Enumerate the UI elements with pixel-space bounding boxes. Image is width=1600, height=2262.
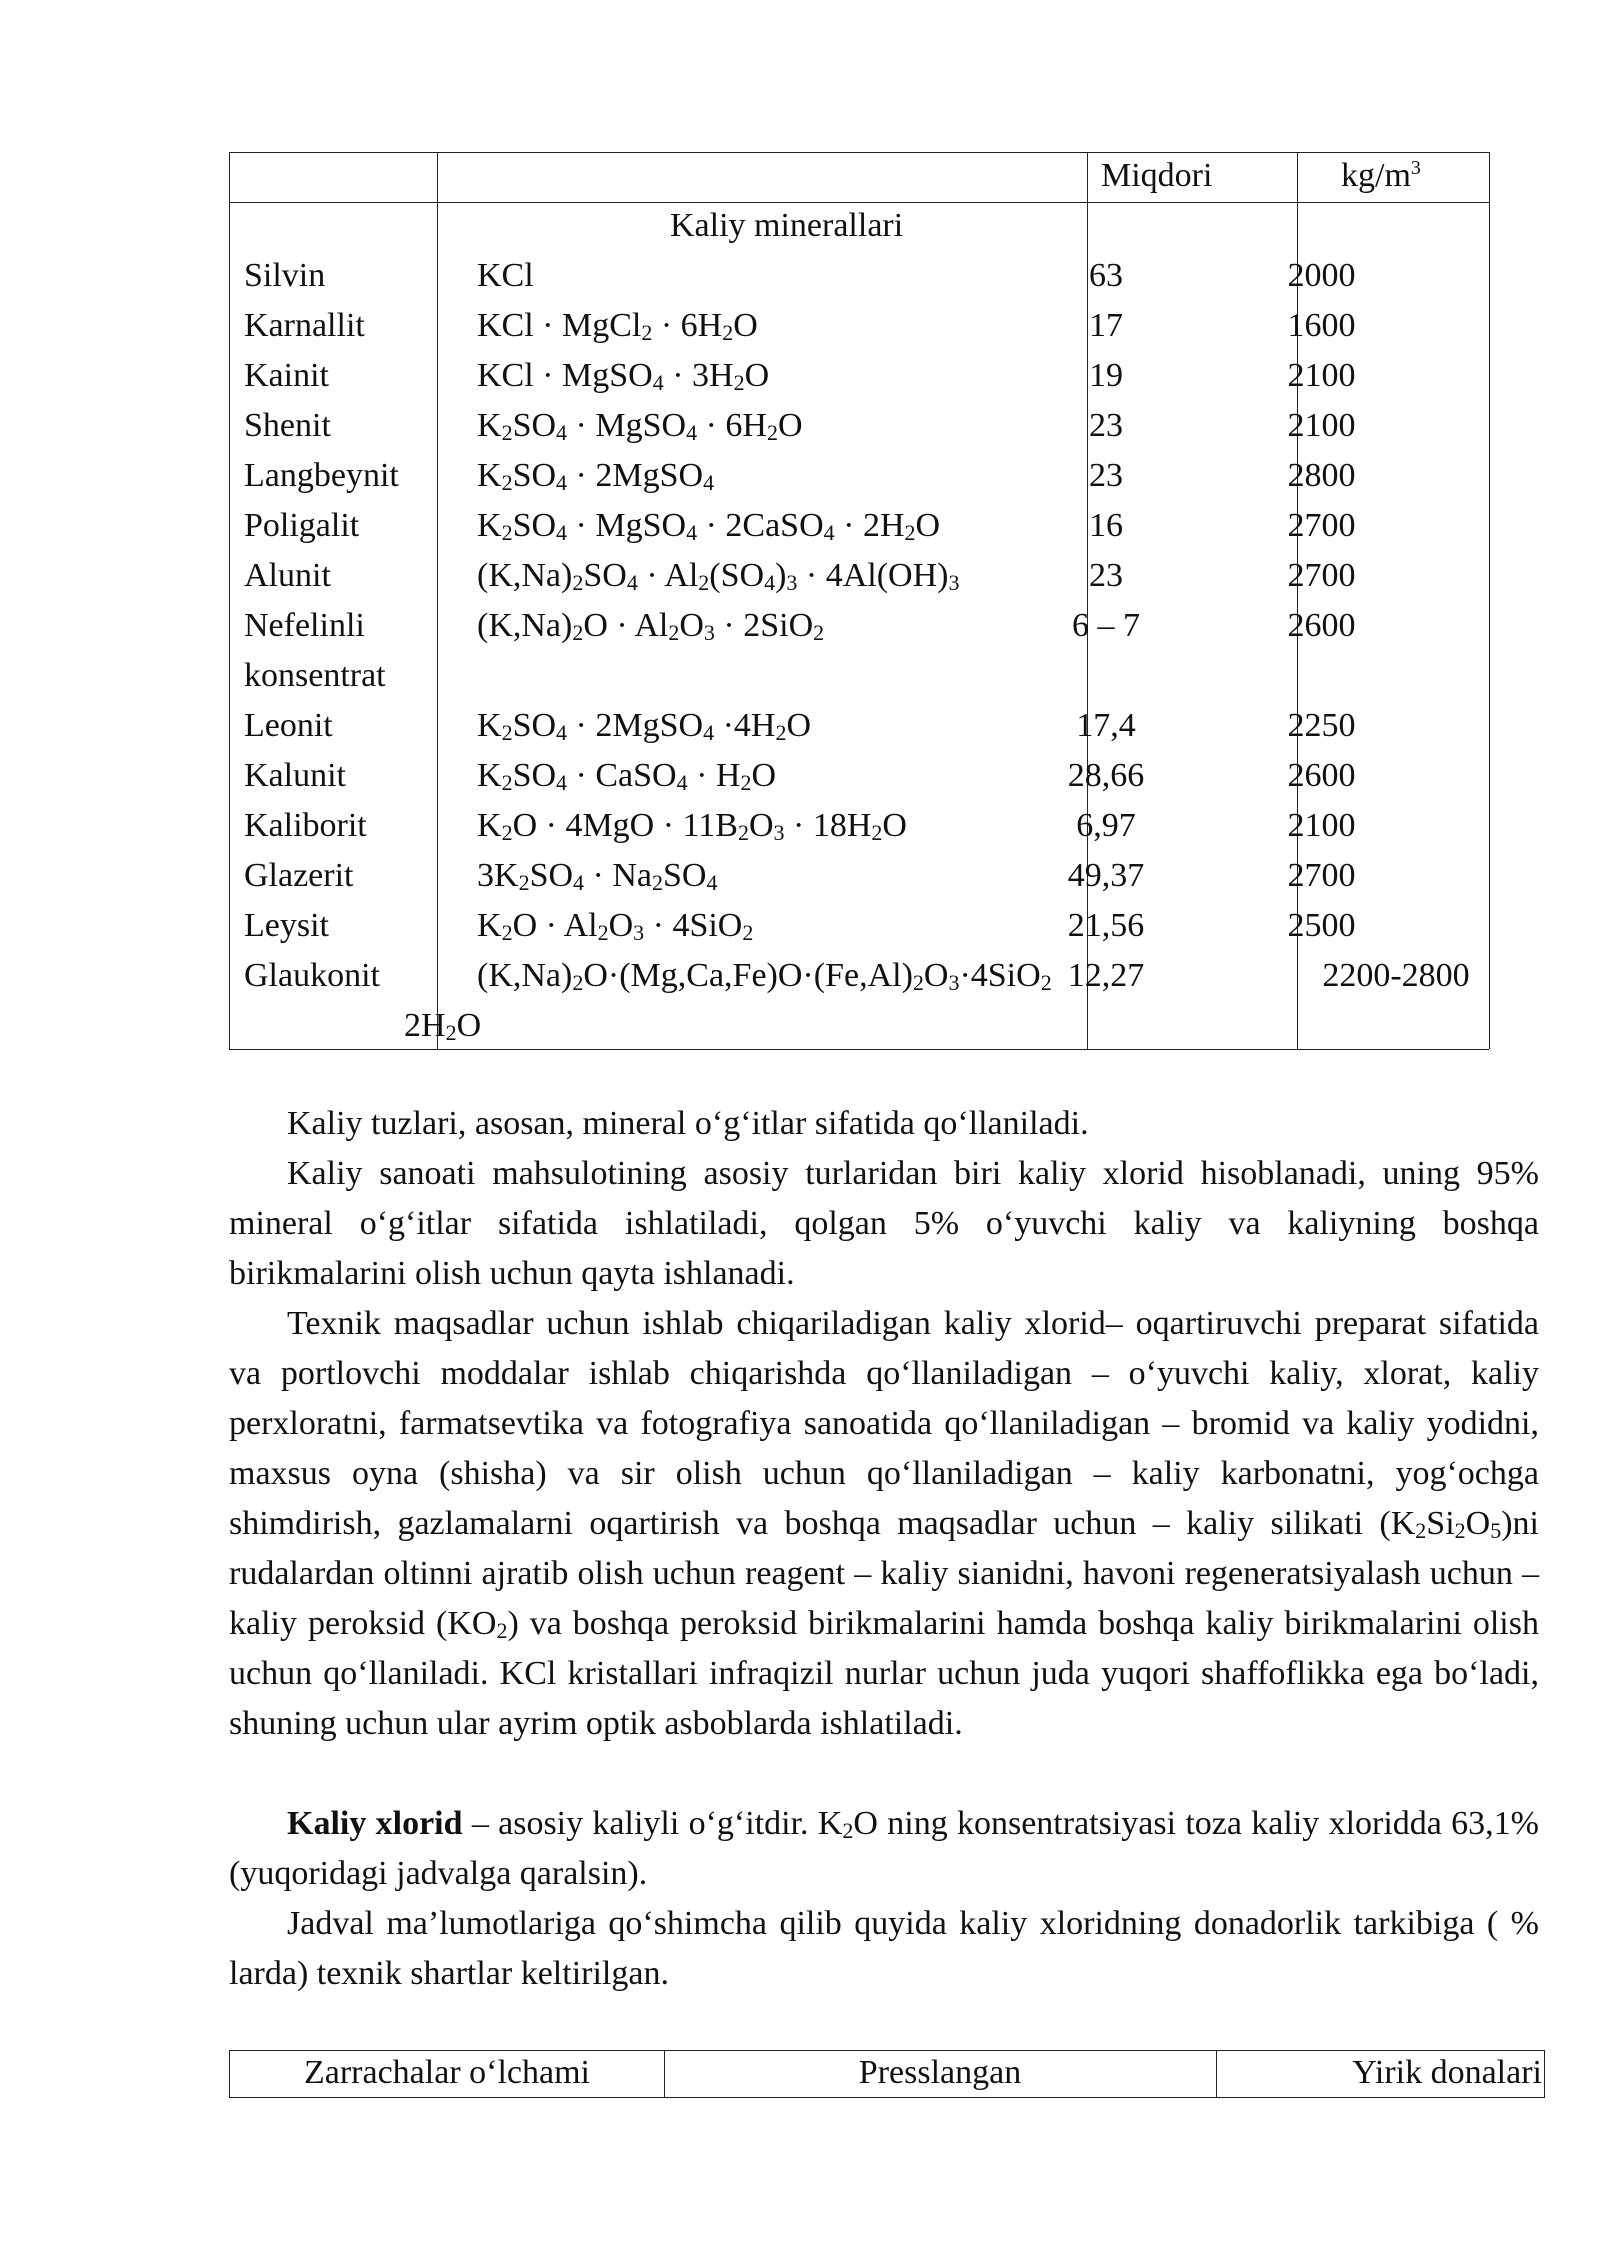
header-density: $kg/m^3$ [1341,157,1421,194]
mineral-formula: $K_2SO_4$ · MgSO$_4$ · $6H_2O$ [477,407,803,445]
mineral-formula: $K_2O \cdot 4MgO \cdot 11B_2O_3 \cdot 18H_2O$ [477,807,907,845]
header-miqdori: Miqdori [1101,157,1213,194]
mineral-density: 2000 [1287,257,1356,294]
mineral-qty: 49,37 [1067,857,1145,894]
mineral-density: 2100 [1287,407,1356,444]
mineral-qty: 23 [1089,557,1123,594]
mineral-qty: 6,97 [1076,807,1136,844]
mineral-density: 1600 [1287,307,1356,344]
mineral-name: Kainit [244,357,329,394]
mineral-formula: $(K,Na)_2O\cdot(Mg,Ca,Fe)O\cdot(Fe,Al)_2O_3\cdot 4SiO_2$ [477,957,1052,995]
table-border-left [229,152,230,1049]
mineral-density: 2100 [1287,357,1356,394]
table-border-right [1489,152,1490,1049]
mineral-name: Kalunit [244,757,346,794]
mineral-name: Silvin [244,257,326,294]
mineral-formula: $3K_2SO_4 \cdot Na_2SO_4$ [477,857,718,895]
mineral-name: Nefelinli [244,607,365,644]
mineral-qty: 17,4 [1076,707,1136,744]
mineral-qty: 23 [1089,457,1123,494]
mineral-formula: KCl [477,257,534,294]
mineral-formula: $K_2SO_4$ · 2MgSO$_4$ $\cdot 4H_2O$ [477,707,812,745]
mineral-formula-continued: $2H_2O$ [404,1007,482,1045]
mineral-density: 2700 [1287,507,1356,544]
paragraph-3: Texnik maqsadlar uchun ishlab chiqariladigan kaliy xlorid– oqartiruvchi preparat sifatida va portlovchi moddalar ishlab chiqarishda qo‘llaniladigan – o‘yuvchi kaliy, xlorat, kaliy perxloratni, farmatsevtika va fotografiya sanoatida qo‘llaniladigan – bromid va kaliy yodidni, maxsus oyna (shisha) va sir olish uchun qo‘llaniladigan – kaliy karbonatni, yog‘ochga shimdirish, gazlamalarni oqartirish va boshqa maqsadlar uchun – kaliy silikati $(K_2Si_2O_5)ni$ rudalardan oltinni ajratib olish uchun reagent – kaliy sianidni, havoni regeneratsiyalash uchun – kaliy peroksid $(KO_2)$ va boshqa peroksid birikmalarini hamda boshqa kaliy birikmalarini olish uchun qo‘llaniladi. KCl kristallari infraqizil nurlar uchun juda yuqori shaffoflikka ega bo‘ladi, shuning uchun ular ayrim optik asboblarda ishlatiladi. [229,1305,1539,1742]
mineral-qty: 63 [1089,257,1123,294]
mineral-density: 2250 [1287,707,1356,744]
mineral-formula: $K_2SO_4$ · MgSO$_4$ · 2CaSO$_4$ · $2H_2O$ [477,507,941,545]
grain-header-coarse: Yirik donalari [1352,2054,1542,2091]
grain-header-pressed: Presslangan [858,2054,1022,2091]
paragraph-5: Jadval ma’lumotlariga qo‘shimcha qilib quyida kaliy xloridning donadorlik tarkibiga ( % larda) texnik shartlar keltirilgan. [229,1905,1539,1992]
mineral-name: Kaliborit [244,807,367,844]
mineral-qty: 17 [1089,307,1123,344]
mineral-density: 2500 [1287,907,1356,944]
mineral-qty: 28,66 [1067,757,1145,794]
paragraph-2: Kaliy sanoati mahsulotining asosiy turlaridan biri kaliy xlorid hisoblanadi, uning 95% mineral o‘g‘itlar sifatida ishlatiladi, qolgan 5% o‘yuvchi kaliy va kaliyning boshqa birikmalarini olish uchun qayta ishlanadi. [229,1155,1539,1292]
mineral-density: 2600 [1287,607,1356,644]
mineral-density: 2200-2800 [1322,957,1470,994]
mineral-formula: KCl · MgCl$_2$ · $6H_2O$ [477,307,758,345]
mineral-qty: 21,56 [1067,907,1145,944]
mineral-name: Glazerit [244,857,354,894]
mineral-name: Leysit [244,907,329,944]
bold-term: Kaliy xlorid [287,1805,463,1842]
mineral-formula: $K_2O \cdot Al_2O_3 \cdot 4SiO_2$ [477,907,754,945]
mineral-name: Shenit [244,407,331,444]
mineral-qty: 19 [1089,357,1123,394]
mineral-name-continued: konsentrat [244,657,386,694]
mineral-formula: $(K,Na)_2O \cdot Al_2O_3 \cdot 2SiO_2$ [477,607,825,645]
mineral-name: Leonit [244,707,333,744]
grain-header-size: Zarrachalar o‘lchami [304,2054,590,2091]
table-border-top [229,152,1489,153]
mineral-name: Langbeynit [244,457,399,494]
grain-size-table [229,2050,1545,2098]
mineral-qty: 23 [1089,407,1123,444]
mineral-qty: 6 – 7 [1072,607,1140,644]
mineral-name: Alunit [244,557,331,594]
mineral-formula: $K_2SO_4$ · CaSO$_4$ · $H_2O$ [477,757,777,795]
mineral-qty: 12,27 [1067,957,1145,994]
mineral-formula: KCl · MgSO$_4$ · $3H_2O$ [477,357,770,395]
mineral-density: 2600 [1287,757,1356,794]
mineral-density: 2700 [1287,857,1356,894]
mineral-name: Karnallit [244,307,365,344]
mineral-name: Poligalit [244,507,360,544]
group-label: Kaliy minerallari [670,207,904,244]
mineral-formula: $K_2SO_4$ · 2MgSO$_4$ [477,457,715,495]
mineral-density: 2700 [1287,557,1356,594]
minerals-table [229,152,1489,1049]
mineral-name: Glaukonit [244,957,380,994]
mineral-density: 2100 [1287,807,1356,844]
mineral-qty: 16 [1089,507,1123,544]
paragraph-4: Kaliy xlorid – asosiy kaliyli o‘g‘itdir. $K_2O$ ning konsentratsiyasi toza kaliy xloridda 63,1% (yuqoridagi jadvalga qaralsin). [229,1805,1539,1892]
mineral-density: 2800 [1287,457,1356,494]
table-col-divider-1 [437,152,438,1049]
mineral-formula: $(K,Na)_2SO_4 \cdot Al_2(SO_4)_3 \cdot 4Al(OH)_3$ [477,557,960,595]
paragraph-1: Kaliy tuzlari, asosan, mineral o‘g‘itlar sifatida qo‘llaniladi. [287,1105,1089,1142]
